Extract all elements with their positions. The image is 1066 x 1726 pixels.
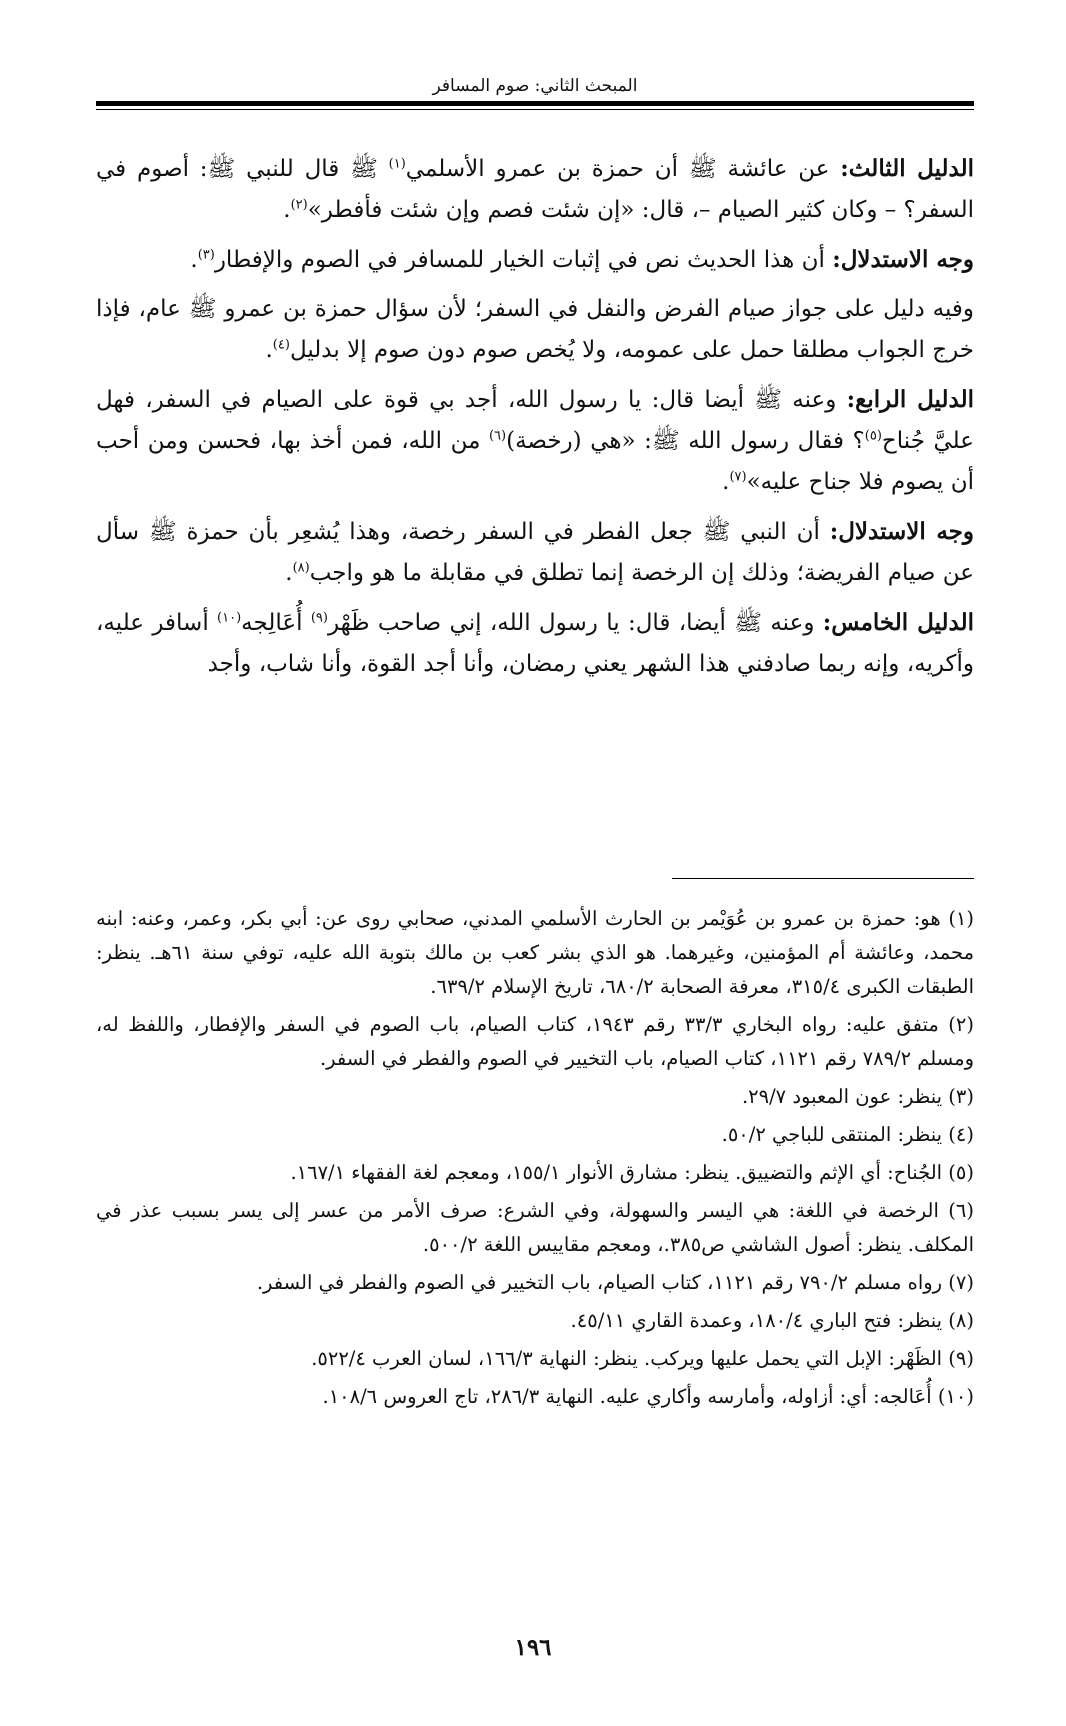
- footnote-ref: (٢): [290, 197, 308, 213]
- paragraph-inference-2: وجه الاستدلال: أن النبي ﷺ جعل الفطر في السفر رخصة، وهذا يُشعِر بأن حمزة ﷺ سأل عن صيام الفريضة؛ وذلك إن الرخصة إنما تطلق في مقابلة ما هو واجب$^{(٨)}$.: [96, 518, 975, 586]
- footnote: (٦) الرخصة في اللغة: هي اليسر والسهولة، وفي الشرع: صرف الأمر من عسر إلى يسر بسبب عذر في المكلف. ينظر: أصول الشاشي ص٣٨٥.، ومعجم مقاييس اللغة ٥٠٠/٢.: [96, 1199, 974, 1256]
- footnote-ref: (٨): [292, 560, 310, 576]
- header-rule-thin: [96, 109, 974, 110]
- footnote-separator: [672, 878, 974, 879]
- paragraph-commentary: وفيه دليل على جواز صيام الفرض والنفل في السفر؛ لأن سؤال حمزة بن عمرو ﷺ عام، فإذا خرج الجواب مطلقا حمل على عمومه، ولا يُخص صوم دون صوم إلا بدليل$^{(٤)}$.: [96, 296, 974, 363]
- paragraph-label: الدليل الرابع:: [846, 386, 974, 413]
- page-number: ١٩٦: [514, 1634, 552, 1661]
- footnote-ref: (١٠): [217, 610, 242, 626]
- footnote: (٤) ينظر: المنتقى للباجي ٥٠/٢.: [721, 1123, 974, 1146]
- paragraph-evidence-5: الدليل الخامس: وعنه ﷺ أيضا، قال: يا رسول الله، إني صاحب ظَهْر$^{(٩)}$ أُعَالِجه$^{(١٠)}$ أسافر عليه، وأكريه، وإنه ربما صادفني هذا الشهر يعني رمضان، وأنا أجد القوة، وأنا شاب، وأجد: [96, 609, 974, 677]
- paragraph-label: الدليل الثالث:: [840, 155, 974, 182]
- footnote: (٢) متفق عليه: رواه البخاري ٣٣/٣ رقم ١٩٤٣، كتاب الصيام، باب الصوم في السفر والإفطار، واللفظ له، ومسلم ٧٨٩/٢ رقم ١١٢١، كتاب الصيام، باب التخيير في الصوم والفطر في السفر.: [96, 1013, 974, 1070]
- footnote-ref: (٧): [729, 469, 747, 485]
- footnote-ref: (٦): [488, 428, 507, 444]
- running-header: المبحث الثاني: صوم المسافر: [432, 76, 638, 96]
- footnote-ref: (٣): [197, 247, 215, 263]
- paragraph-evidence-4: الدليل الرابع: وعنه ﷺ أيضا قال: يا رسول الله، أجد بي قوة على الصيام في السفر، فهل عليَّ جُناح$^{(٥)}$؟ فقال رسول الله ﷺ: «هي (رخصة)$^{(٦)}$ من الله، فمن أخذ بها، فحسن ومن أحب أن يصوم فلا جناح عليه»$^{(٧)}$.: [96, 386, 974, 495]
- paragraph-label: وجه الاستدلال:: [832, 246, 974, 273]
- footnote: (١٠) أُعَالجه: أي: أزاوله، وأمارسه وأكاري عليه. النهاية ٢٨٦/٣، تاج العروس ١٠٨/٦.: [322, 1385, 974, 1408]
- footnote-ref: (٤): [272, 337, 290, 353]
- footnotes: [96, 902, 974, 1418]
- footnote-ref: (١): [388, 156, 406, 172]
- paragraph-inference-1: وجه الاستدلال: أن هذا الحديث نص في إثبات الخيار للمسافر في الصوم والإفطار$^{(٣)}$.: [190, 246, 974, 273]
- footnote: (١) هو: حمزة بن عمرو بن عُوَيْمر بن الحارث الأسلمي المدني، صحابي روى عن: أبي بكر، وعمر، وعنه: ابنه محمد، وعائشة أم المؤمنين، وغيرهما. هو الذي بشر كعب بن مالك بتوبة الله عليه، توفي سنة ٦١هـ. ينظر: الطبقات الكبرى ٣١٥/٤، معرفة الصحابة ٦٨٠/٢، تاريخ الإسلام ٦٣٩/٢.: [96, 907, 975, 998]
- footnote: (٣) ينظر: عون المعبود ٢٩/٧.: [741, 1085, 974, 1108]
- footnote: (٩) الظَهْر: الإبل التي يحمل عليها ويركب. ينظر: النهاية ١٦٦/٣، لسان العرب ٥٢٢/٤.: [311, 1347, 974, 1370]
- main-text: [96, 148, 974, 693]
- footnote: (٧) رواه مسلم ٧٩٠/٢ رقم ١١٢١، كتاب الصيام، باب التخيير في الصوم والفطر في السفر.: [256, 1271, 974, 1294]
- footnote-ref: (٩): [310, 610, 328, 626]
- paragraph-evidence-3: الدليل الثالث: عن عائشة ﷺ أن حمزة بن عمرو الأسلمي$^{(١)}$ ﷺ قال للنبي ﷺ: أصوم في السفر؟ – وكان كثير الصيام –، قال: «إن شئت فصم وإن شئت فأفطر»$^{(٢)}$.: [96, 155, 974, 223]
- paragraph-label: الدليل الخامس:: [822, 609, 974, 636]
- paragraph-label: وجه الاستدلال:: [829, 518, 975, 545]
- footnote-ref: (٥): [864, 428, 882, 444]
- footnote: (٥) الجُناح: أي الإثم والتضييق. ينظر: مشارق الأنوار ١٥٥/١، ومعجم لغة الفقهاء ١٦٧/١.: [290, 1161, 974, 1184]
- footnote: (٨) ينظر: فتح الباري ١٨٠/٤، وعمدة القاري ٤٥/١١.: [570, 1309, 974, 1332]
- header-rule-thick: [96, 101, 974, 106]
